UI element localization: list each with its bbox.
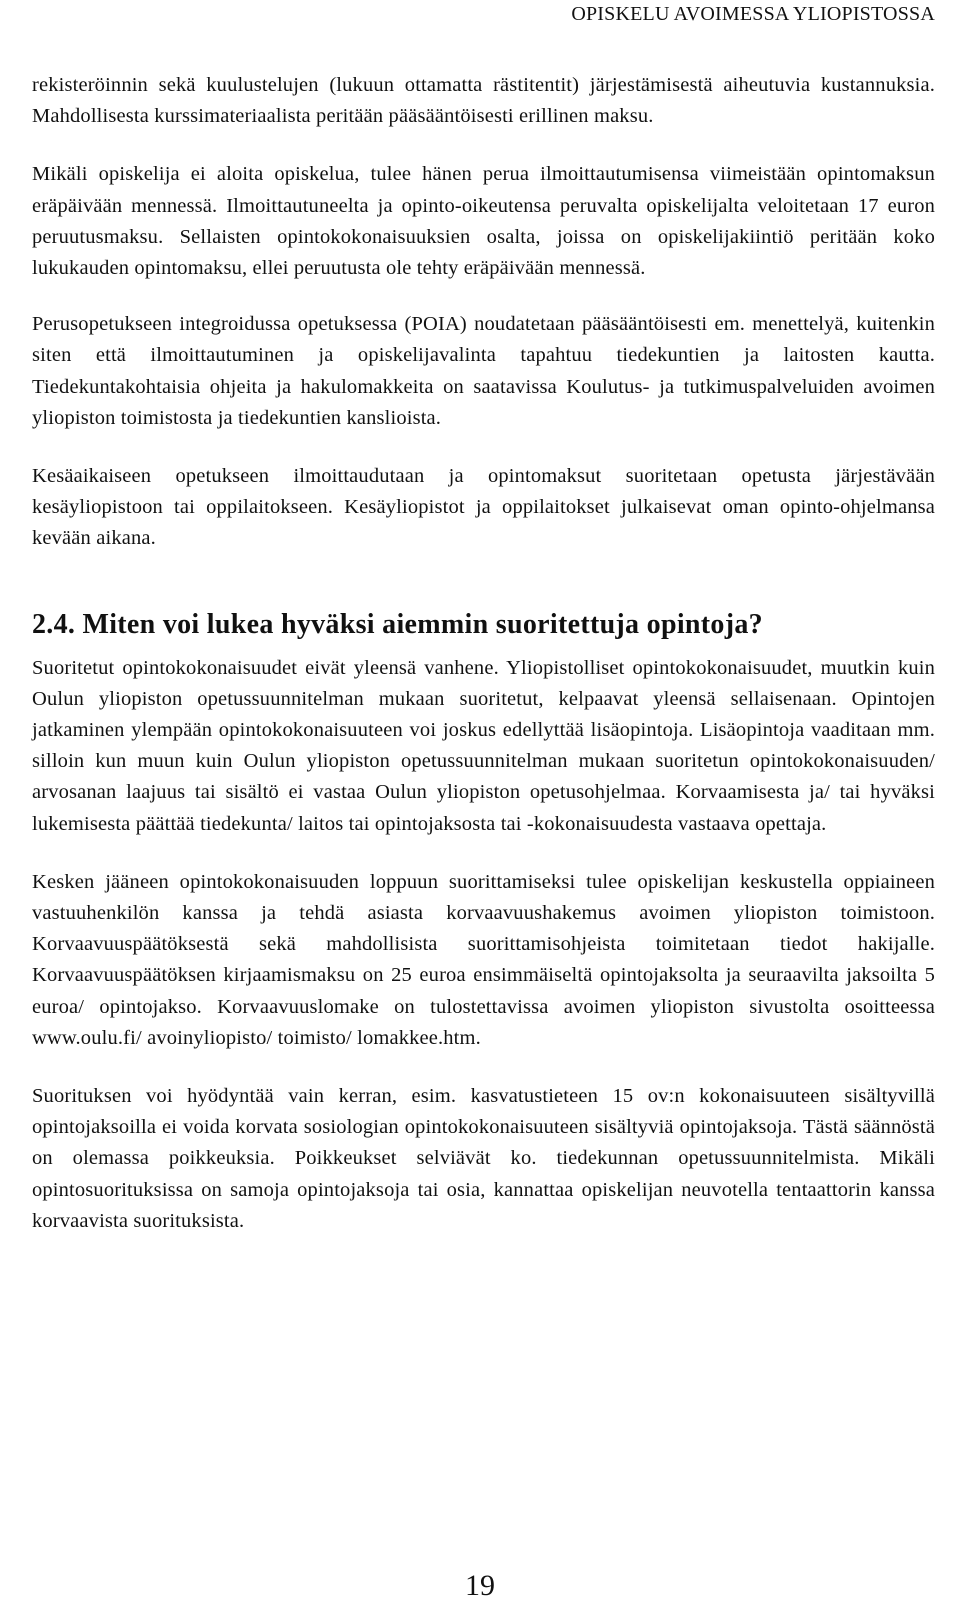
- paragraph-cancellation: Mikäli opiskelija ei aloita opiskelua, tulee hänen perua ilmoittautumisensa viimeistään opintomaksun eräpäivään mennessä. Ilmoittautuneelta ja opinto-oikeutensa peruvalta opiskelijalta veloitetaan 17 euron peruutusmaksu. Sellaisten opintokokonaisuuksien osalta, joissa on opiskelijakiintiö peritään koko lukukauden opintomaksu, ellei peruutusta ole tehty eräpäivään mennessä.: [32, 163, 935, 280]
- paragraph-credit-transfer: Suoritetut opintokokonaisuudet eivät yleensä vanhene. Yliopistolliset opintokokonaisuudet, muutkin kuin Oulun yliopiston opetussuunnitelman mukaan suoritetut, kelpaavat yleensä sellaisenaan. Opintojen jatkaminen ylempään opintokokonaisuuteen voi joskus edellyttää lisäopintoja. Lisäopintoja vaaditaan mm. silloin kun muun kuin Oulun yliopiston opetussuunnitelman mukaan suoritetun opintokokonaisuuden/ arvosanan laajuus tai sisältö ei vastaa Oulun yliopiston opetusohjelmaa. Korvaamisesta ja/ tai hyväksi lukemisesta päättää tiedekunta/ laitos tai opintojaksosta tai -kokonaisuudesta vastaava opettaja.: [32, 656, 935, 835]
- paragraph-single-use: Suorituksen voi hyödyntää vain kerran, esim. kasvatustieteen 15 ov:n kokonaisuuteen sisältyvillä opintojaksoilla ei voida korvata sosiologian opintokokonaisuuteen sisältyviä opintojaksoja. Tästä säännöstä on olemassa poikkeuksia. Poikkeukset selviävät ko. tiedekunnan opetussuunnitelmista. Mikäli opintosuorituksissa on samoja opintojaksoja tai osia, kannattaa opiskelijan neuvotella tentaattorin kanssa korvaavista suorituksista.: [32, 1085, 935, 1232]
- page-content: [32, 70, 935, 1237]
- running-header: OPISKELU AVOIMESSA YLIOPISTOSSA: [571, 3, 935, 25]
- paragraph-summer-teaching: Kesäaikaiseen opetukseen ilmoittaudutaan ja opintomaksut suoritetaan opetusta järjestävään kesäyliopistoon tai oppilaitokseen. Kesäyliopistot ja oppilaitokset julkaisevat oman opinto-ohjelmansa kevään aikana.: [32, 465, 935, 550]
- page-number: 19: [465, 1569, 495, 1602]
- paragraph-poia: Perusopetukseen integroidussa opetuksessa (POIA) noudatetaan pääsääntöisesti em. menettelyä, kuitenkin siten että ilmoittautuminen ja opiskelijavalinta tapahtuu tiedekuntien ja laitosten kautta. Tiedekuntakohtaisia ohjeita ja hakulomakkeita on saatavissa Koulutus- ja tutkimuspalveluiden avoimen yliopiston toimistosta ja tiedekuntien kanslioista.: [32, 313, 935, 429]
- section-heading: 2.4. Miten voi lukea hyväksi aiemmin suoritettuja opintoja?: [32, 608, 763, 640]
- paragraph-incomplete-studies: Kesken jääneen opintokokonaisuuden loppuun suorittamiseksi tulee opiskelijan keskustella oppiaineen vastuuhenkilön kanssa ja tehdä asiasta korvaavuushakemus avoimen yliopiston toimistoon. Korvaavuuspäätöksestä sekä mahdollisista suorittamisohjeista toimitetaan tiedot hakijalle. Korvaavuuspäätöksen kirjaamismaksu on 25 euroa ensimmäiseltä opintojaksolta ja seuraavilta jaksoilta 5 euroa/ opintojakso. Korvaavuuslomake on tulostettavissa avoimen yliopiston sivustolta osoitteessa www.oulu.fi/ avoinyliopisto/ toimisto/ lomakkee.htm.: [32, 870, 935, 1049]
- paragraph-costs: rekisteröinnin sekä kuulustelujen (lukuun ottamatta rästitentit) järjestämisestä aiheutuvia kustannuksia. Mahdollisesta kurssimateriaalista peritään pääsääntöisesti erillinen maksu.: [32, 74, 935, 128]
